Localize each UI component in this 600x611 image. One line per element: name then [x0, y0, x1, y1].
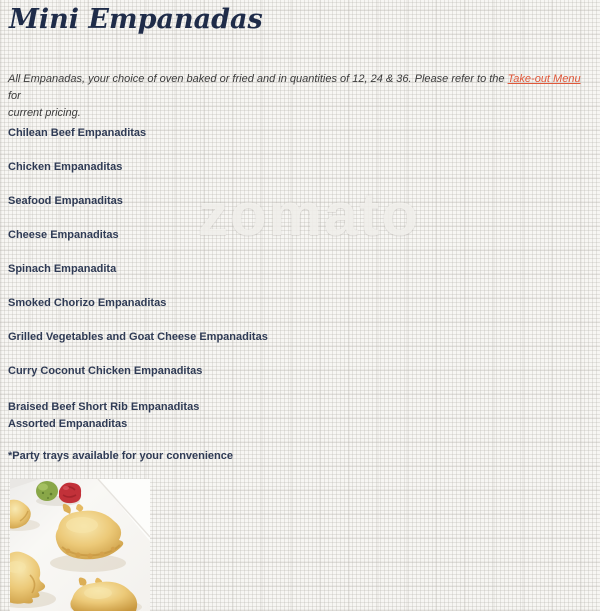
menu-item-curry-coconut-chicken: Curry Coconut Chicken Empanaditas [8, 365, 203, 377]
intro-paragraph [8, 71, 596, 122]
zomato-watermark: zomato [198, 181, 420, 248]
menu-item-chilean-beef: Chilean Beef Empanaditas [8, 127, 147, 139]
intro-text-before-link: All Empanadas, your choice of oven baked or fried and in quantities of 12, 24 & 36. Please refer to the [8, 73, 508, 85]
menu-item-group [8, 399, 199, 433]
empanadas-photo [10, 479, 150, 611]
takeout-menu-link[interactable]: Take-out Menu [507, 73, 581, 85]
menu-item-chicken: Chicken Empanaditas [8, 161, 123, 173]
page-title: Mini Empanadas [9, 4, 263, 35]
party-trays-note: *Party trays available for your convenience [8, 450, 233, 462]
menu-item-assorted: Assorted Empanaditas [8, 418, 128, 430]
menu-item-smoked-chorizo: Smoked Chorizo Empanaditas [8, 297, 167, 309]
menu-item-cheese: Cheese Empanaditas [8, 229, 119, 241]
menu-item-spinach: Spinach Empanadita [8, 263, 117, 275]
menu-item-braised-beef-short-rib: Braised Beef Short Rib Empanaditas [8, 401, 200, 413]
intro-line-1 [8, 73, 581, 102]
menu-item-seafood: Seafood Empanaditas [8, 195, 123, 207]
intro-text-after-link: for [8, 90, 21, 102]
intro-line-2: current pricing. [8, 107, 81, 119]
menu-item-grilled-vegetables-goat-cheese: Grilled Vegetables and Goat Cheese Empanaditas [8, 331, 268, 343]
